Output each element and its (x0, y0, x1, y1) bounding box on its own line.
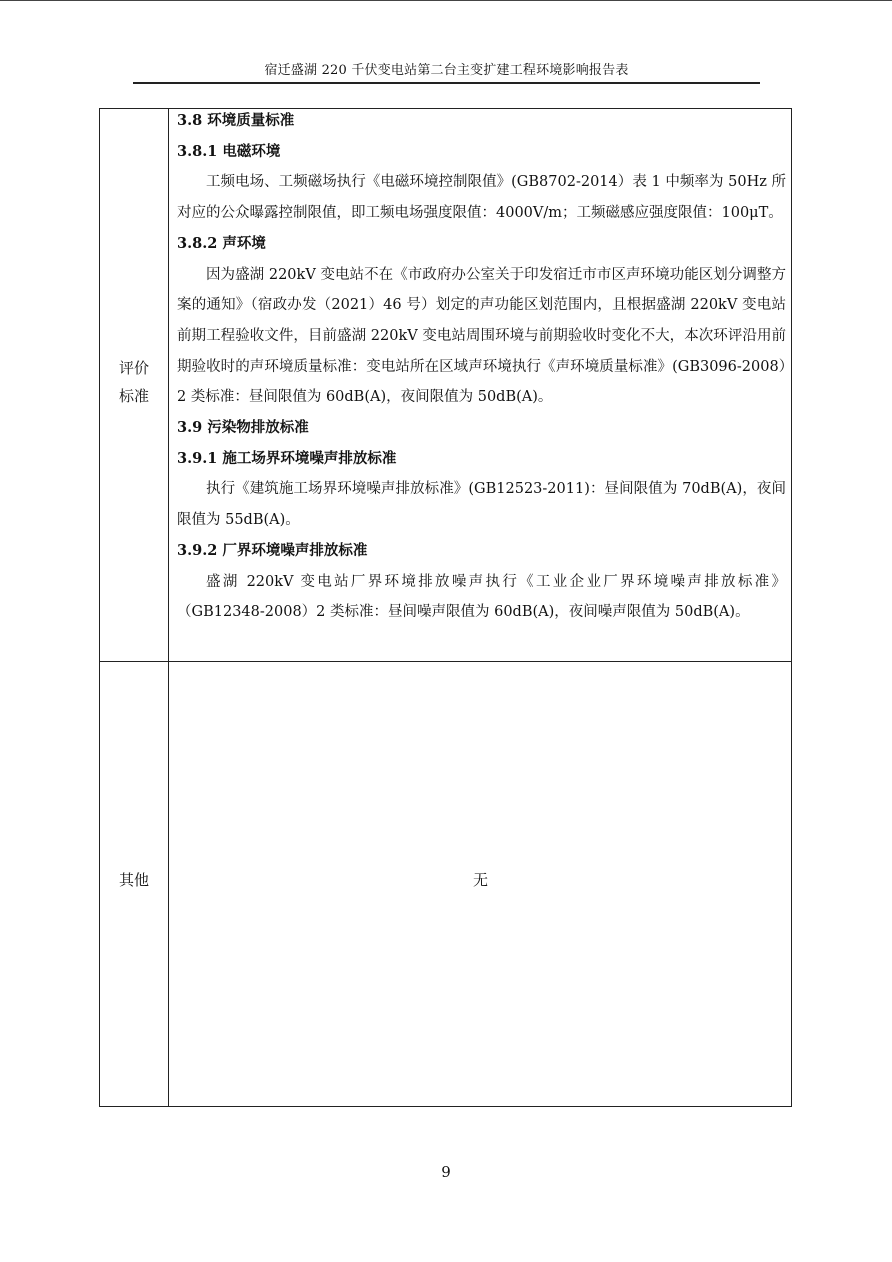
row-label-other: 其他 (118, 871, 149, 889)
section-heading: 3.9 污染物排放标准 (177, 419, 309, 437)
paragraph-electromagnetic: 工频电场、工频磁场执行《电磁环境控制限值》(GB8702-2014）表 1 中频率为 50Hz 所对应的公众曝露控制限值，即工频电场强度限值：4000V/m；工频磁感应强度限值：100μT。 (177, 174, 786, 222)
row-label-line: 标准 (118, 387, 149, 405)
subsection-heading: 3.8.2 声环境 (177, 234, 266, 252)
paragraph-construction-noise: 执行《建筑施工场界环境噪声排放标准》(GB12523-2011)：昼间限值为 70dB(A)，夜间限值为 55dB(A)。 (177, 481, 786, 529)
subsection-heading: 3.8.1 电磁环境 (177, 142, 281, 160)
row-label-evaluation-standard (100, 354, 168, 410)
table-column-divider (168, 108, 169, 1107)
top-border-line (0, 0, 892, 1)
section-heading: 3.8 环境质量标准 (177, 112, 295, 129)
header-rule (133, 82, 760, 84)
paragraph-acoustic: 因为盛湖 220kV 变电站不在《市政府办公室关于印发宿迁市市区声环境功能区划分调整方案的通知》（宿政办发（2021）46 号）划定的声功能区划范围内，且根据盛湖 220kV 变电站前期工程验收文件，目前盛湖 220kV 变电站周围环境与前期验收时变化不大，本次环评沿用前期验收时的声环境质量标准：变电站所在区域声环境执行《声环境质量标准》(GB3096-2008）2 类标准：昼间限值为 60dB(A)，夜间限值为 50dB(A)。 (177, 266, 786, 406)
page-header: 宿迁盛湖 220 千伏变电站第二台主变扩建工程环境影响报告表 (264, 63, 629, 78)
table-row-divider (99, 661, 792, 662)
paragraph-boundary-noise: 盛湖 220kV 变电站厂界环境排放噪声执行《工业企业厂界环境噪声排放标准》（GB12348-2008）2 类标准：昼间噪声限值为 60dB(A)，夜间噪声限值为 50dB(A)。 (177, 573, 786, 621)
page-number: 9 (441, 1163, 451, 1181)
subsection-heading: 3.9.2 厂界环境噪声排放标准 (177, 541, 368, 559)
subsection-heading: 3.9.1 施工场界环境噪声排放标准 (177, 449, 397, 467)
other-content: 无 (472, 871, 488, 889)
row-label-line: 评价 (118, 359, 149, 377)
evaluation-standard-content (177, 106, 786, 628)
